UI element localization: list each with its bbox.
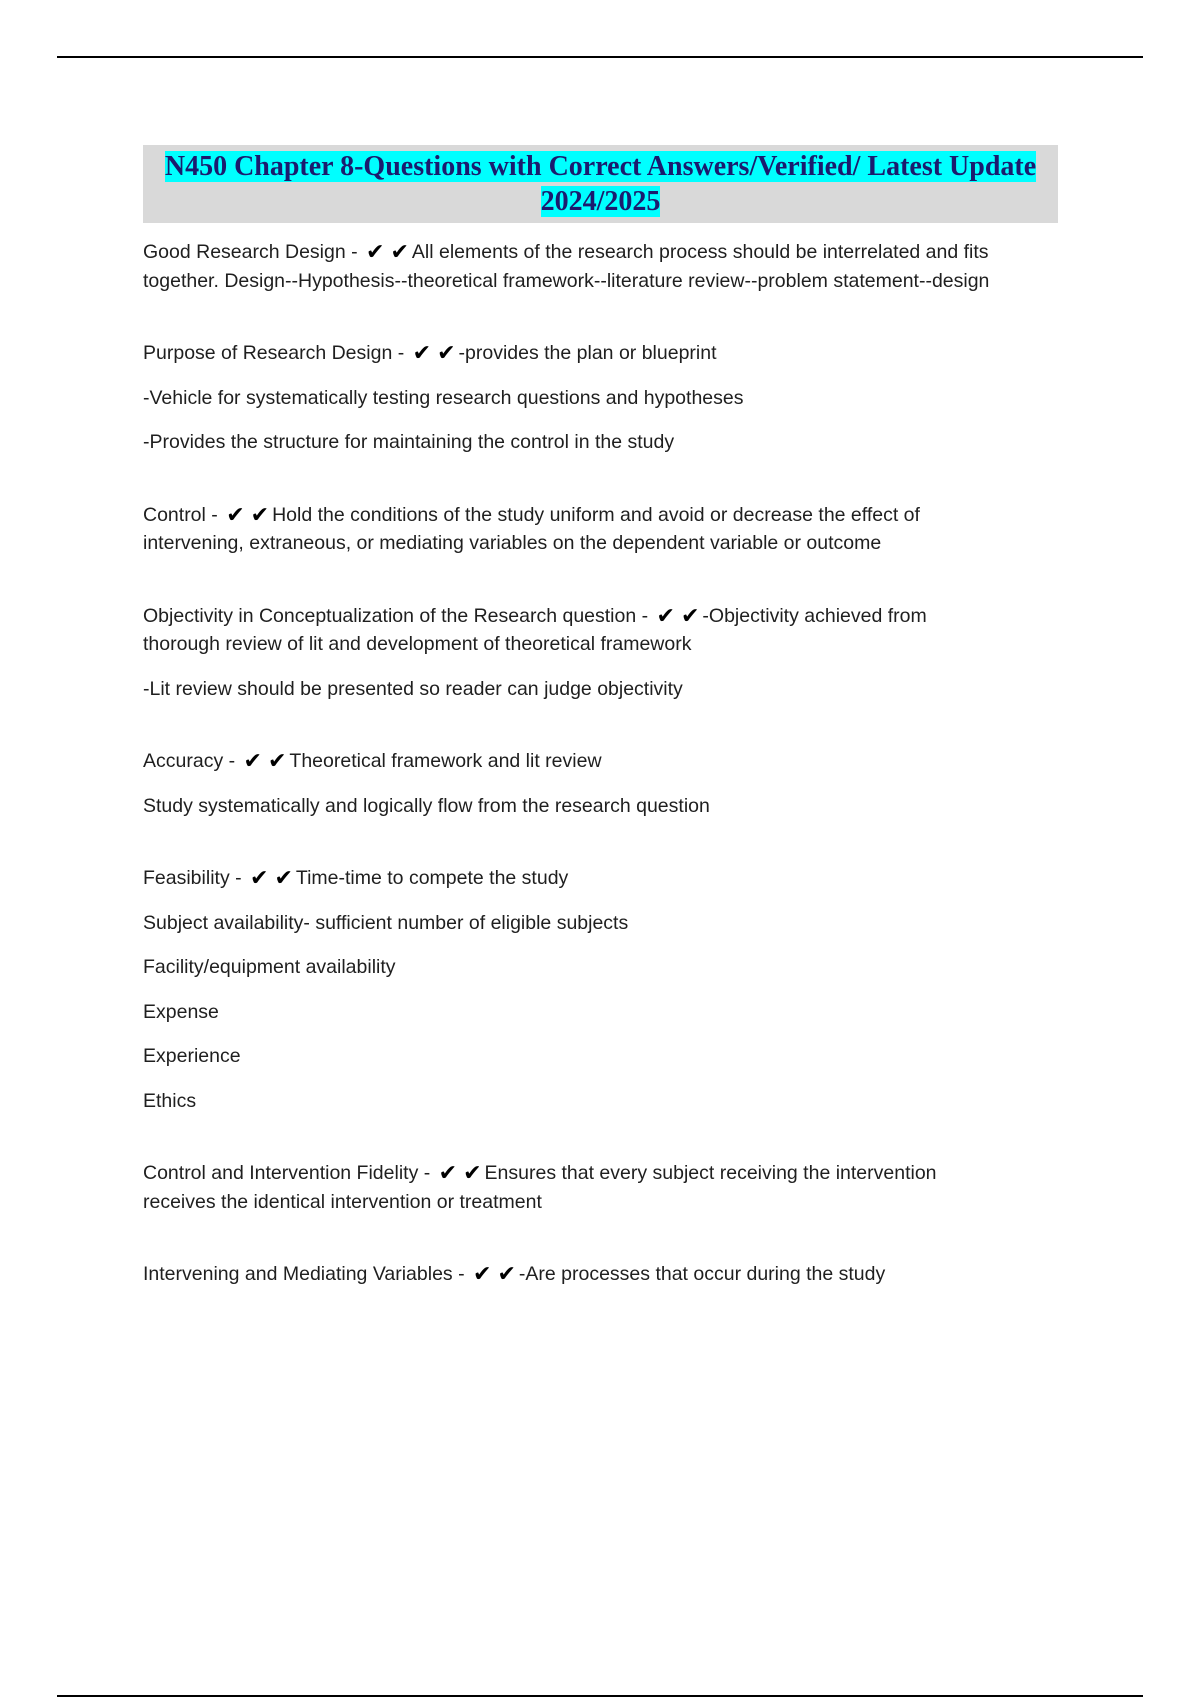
qa-answer: Ensures that every subject receiving the intervention <box>484 1162 937 1184</box>
qa-answer: Time-time to compete the study <box>295 867 569 889</box>
checkmark-icon: ✔ <box>656 603 675 629</box>
qa-entry <box>143 747 1058 820</box>
qa-answer: -Are processes that occur during the study <box>518 1263 886 1285</box>
qa-first-line <box>143 238 1058 267</box>
qa-answer: Theoretical framework and lit review <box>289 750 602 772</box>
qa-answer: -Objectivity achieved from <box>702 604 927 627</box>
checkmark-icon: ✔ <box>390 240 409 265</box>
qa-answer-continuation: together. Design--Hypothesis--theoretical framework--literature review--problem statement--design <box>143 269 990 292</box>
qa-term: Control and Intervention Fidelity - <box>143 1162 431 1184</box>
qa-answer-line: -Provides the structure for maintaining the control in the study <box>143 431 675 453</box>
qa-term: Purpose of Research Design - <box>143 342 405 364</box>
qa-answer-line: Study systematically and logically flow from the research question <box>143 794 710 817</box>
qa-answer-line: Ethics <box>143 1089 197 1112</box>
qa-answer: -provides the plan or blueprint <box>458 342 717 364</box>
checkmark-icon: ✔ <box>243 749 262 774</box>
qa-entry <box>143 238 1058 295</box>
checkmark-icon: ✔ <box>412 341 432 366</box>
qa-entry <box>143 864 1058 1115</box>
checkmark-icon: ✔ <box>274 866 293 891</box>
qa-answer-line: -Lit review should be presented so reader can judge objectivity <box>143 677 683 700</box>
checkmark-icon: ✔ <box>438 1161 458 1186</box>
qa-term: Intervening and Mediating Variables - <box>143 1263 465 1285</box>
qa-answer: All elements of the research process should be interrelated and fits <box>411 241 989 263</box>
title-line-2: 2024/2025 <box>540 186 661 217</box>
qa-first-line <box>143 747 1058 776</box>
checkmark-icon: ✔ <box>366 240 385 265</box>
qa-entry <box>143 1260 1058 1289</box>
qa-answer-line: Subject availability- sufficient number of eligible subjects <box>143 911 629 934</box>
qa-term: Accuracy - <box>143 750 236 772</box>
qa-answer-line: Experience <box>143 1045 241 1067</box>
checkmark-icon: ✔ <box>250 502 270 528</box>
qa-first-line <box>143 1260 1058 1289</box>
checkmark-icon: ✔ <box>437 341 456 366</box>
qa-list <box>143 238 1058 1289</box>
document-body <box>143 145 1058 1333</box>
checkmark-icon: ✔ <box>463 1161 482 1186</box>
checkmark-icon: ✔ <box>250 866 269 891</box>
qa-first-line <box>143 501 1058 530</box>
qa-answer-continuation: receives the identical intervention or treatment <box>143 1190 542 1213</box>
checkmark-icon: ✔ <box>267 749 287 774</box>
qa-entry <box>143 339 1058 457</box>
checkmark-icon: ✔ <box>497 1262 516 1287</box>
qa-entry <box>143 1159 1058 1216</box>
qa-answer-line: Expense <box>143 1000 219 1023</box>
checkmark-icon: ✔ <box>680 603 700 629</box>
qa-answer-line: -Vehicle for systematically testing research questions and hypotheses <box>143 386 744 409</box>
checkmark-icon: ✔ <box>226 502 245 528</box>
qa-answer-line: Facility/equipment availability <box>143 956 396 978</box>
qa-answer-continuation: intervening, extraneous, or mediating variables on the dependent variable or outcome <box>143 532 882 554</box>
qa-term: Good Research Design - <box>143 241 358 263</box>
checkmark-icon: ✔ <box>473 1262 492 1287</box>
qa-first-line <box>143 339 1058 368</box>
title-line-1: N450 Chapter 8-Questions with Correct Answers/Verified/ Latest Update <box>164 151 1037 182</box>
document-title <box>143 145 1058 223</box>
qa-first-line <box>143 1159 1058 1188</box>
qa-answer-continuation: thorough review of lit and development of theoretical framework <box>143 633 692 655</box>
qa-answer: Hold the conditions of the study uniform and avoid or decrease the effect of <box>272 503 920 526</box>
header-rule <box>57 56 1143 58</box>
qa-term: Feasibility - <box>143 867 242 889</box>
qa-entry <box>143 602 1058 704</box>
qa-first-line <box>143 602 1058 631</box>
footer-rule <box>57 1695 1143 1697</box>
qa-term: Objectivity in Conceptualization of the Research question - <box>143 604 649 627</box>
qa-entry <box>143 501 1058 558</box>
qa-first-line <box>143 864 1058 893</box>
qa-term: Control - <box>143 503 218 526</box>
